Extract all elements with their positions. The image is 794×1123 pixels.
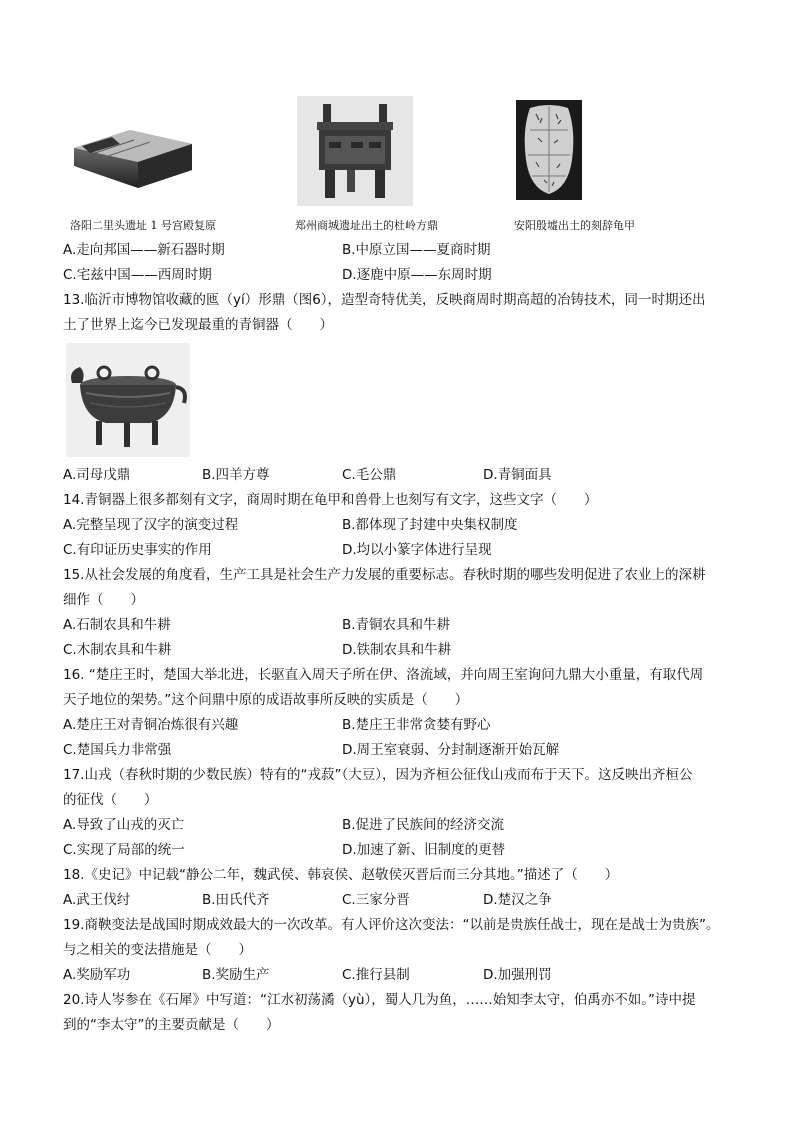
- q18-option-a: A.武王伐纣: [63, 892, 131, 908]
- q17-option-d: D.加速了新、旧制度的更替: [342, 842, 506, 858]
- q15-option-a: A.石制农具和牛耕: [63, 617, 171, 633]
- q19-stem-line2: 与之相关的变法措施是（ ）: [63, 942, 252, 958]
- q12-option-c: C.宅兹中国——西周时期: [63, 267, 212, 283]
- ding-caption: 郑州商城遗址出土的杜岭方鼎: [295, 219, 438, 232]
- q18-stem: 18.《史记》中记载“静公二年，魏武侯、韩哀侯、赵敬侯灭晋后而三分其地。”描述了（ ）: [63, 867, 619, 883]
- q17-option-c: C.实现了局部的统一: [63, 842, 185, 858]
- duling-fangding-image: [297, 96, 413, 206]
- q12-option-d: D.逐鹿中原——东周时期: [342, 267, 492, 283]
- q16-stem-line2: 天子地位的架势。”这个问鼎中原的成语故事所反映的实质是（ ）: [63, 692, 469, 708]
- q13-option-a: A.司母戊鼎: [63, 467, 131, 483]
- q13-option-b: B.四羊方尊: [202, 467, 270, 483]
- q16-stem-line1: 16. “楚庄王时，楚国大举北进，长驱直入周天子所在伊、洛流域，并向周王室询问九鼎大小重量，有取代周: [63, 667, 704, 683]
- q13-stem-line2: 土了世界上迄今已发现最重的青铜器（ ）: [63, 317, 333, 333]
- q13-option-d: D.青铜面具: [483, 467, 552, 483]
- q17-option-b: B.促进了民族间的经济交流: [342, 817, 505, 833]
- q17-stem-line2: 的征伐（ ）: [63, 792, 158, 808]
- q17-option-a: A.导致了山戎的灭亡: [63, 817, 185, 833]
- yi-shaped-ding-image: [66, 343, 190, 457]
- q18-option-d: D.楚汉之争: [483, 892, 552, 908]
- q14-option-c: C.有印证历史事实的作用: [63, 542, 212, 558]
- q15-option-b: B.青铜农具和牛耕: [342, 617, 451, 633]
- q13-stem-line1: 13.临沂市博物馆收藏的匜（yí）形鼎（图6），造型奇特优美，反映商周时期高超的冶铸技术，同一时期还出: [63, 292, 706, 308]
- q19-option-a: A.奖励军功: [63, 967, 131, 983]
- q16-option-b: B.楚庄王非常贪婪有野心: [342, 717, 491, 733]
- shell-caption: 安阳殷墟出土的刻辞龟甲: [514, 219, 635, 232]
- q14-stem: 14.青铜器上很多都刻有文字，商周时期在龟甲和兽骨上也刻写有文字，这些文字（ ）: [63, 492, 598, 508]
- q20-stem-line1: 20.诗人岑参在《石犀》中写道：“江水初荡潏（yù），蜀人几为鱼，……始知李太守，伯禹亦不如。”诗中提: [63, 992, 696, 1008]
- q14-option-b: B.都体现了封建中央集权制度: [342, 517, 518, 533]
- q19-option-d: D.加强刑罚: [483, 967, 552, 983]
- q18-option-c: C.三家分晋: [342, 892, 410, 908]
- q16-option-d: D.周王室衰弱、分封制逐渐开始瓦解: [342, 742, 560, 758]
- q12-option-a: A.走向邦国——新石器时期: [63, 242, 225, 258]
- q14-option-d: D.均以小篆字体进行呈现: [342, 542, 492, 558]
- q16-option-c: C.楚国兵力非常强: [63, 742, 172, 758]
- q16-option-a: A.楚庄王对青铜冶炼很有兴趣: [63, 717, 239, 733]
- q17-stem-line1: 17.山戎（春秋时期的少数民族）特有的“戎菽”（大豆），因为齐桓公征伐山戎而布于天下。这反映出齐桓公: [63, 767, 693, 783]
- q15-option-d: D.铁制农具和牛耕: [342, 642, 452, 658]
- q13-option-c: C.毛公鼎: [342, 467, 397, 483]
- palace-reconstruction-image: [72, 118, 194, 190]
- q12-option-b: B.中原立国——夏商时期: [342, 242, 491, 258]
- q15-stem-line2: 细作（ ）: [63, 592, 144, 608]
- q14-option-a: A.完整呈现了汉字的演变过程: [63, 517, 239, 533]
- q19-option-c: C.推行县制: [342, 967, 410, 983]
- q19-stem-line1: 19.商鞅变法是战国时期成效最大的一次改革。有人评价这次变法：“以前是贵族任战士，现在是战士为贵族”。: [63, 917, 720, 933]
- palace-caption: 洛阳二里头遗址 1 号宫殿复原: [70, 219, 216, 232]
- q15-stem-line1: 15.从社会发展的角度看，生产工具是社会生产力发展的重要标志。春秋时期的哪些发明促进了农业上的深耕: [63, 567, 706, 583]
- q19-option-b: B.奖励生产: [202, 967, 270, 983]
- q20-stem-line2: 到的“李太守”的主要贡献是（ ）: [63, 1017, 280, 1033]
- q15-option-c: C.木制农具和牛耕: [63, 642, 172, 658]
- q18-option-b: B.田氏代齐: [202, 892, 270, 908]
- oracle-shell-image: [516, 100, 582, 200]
